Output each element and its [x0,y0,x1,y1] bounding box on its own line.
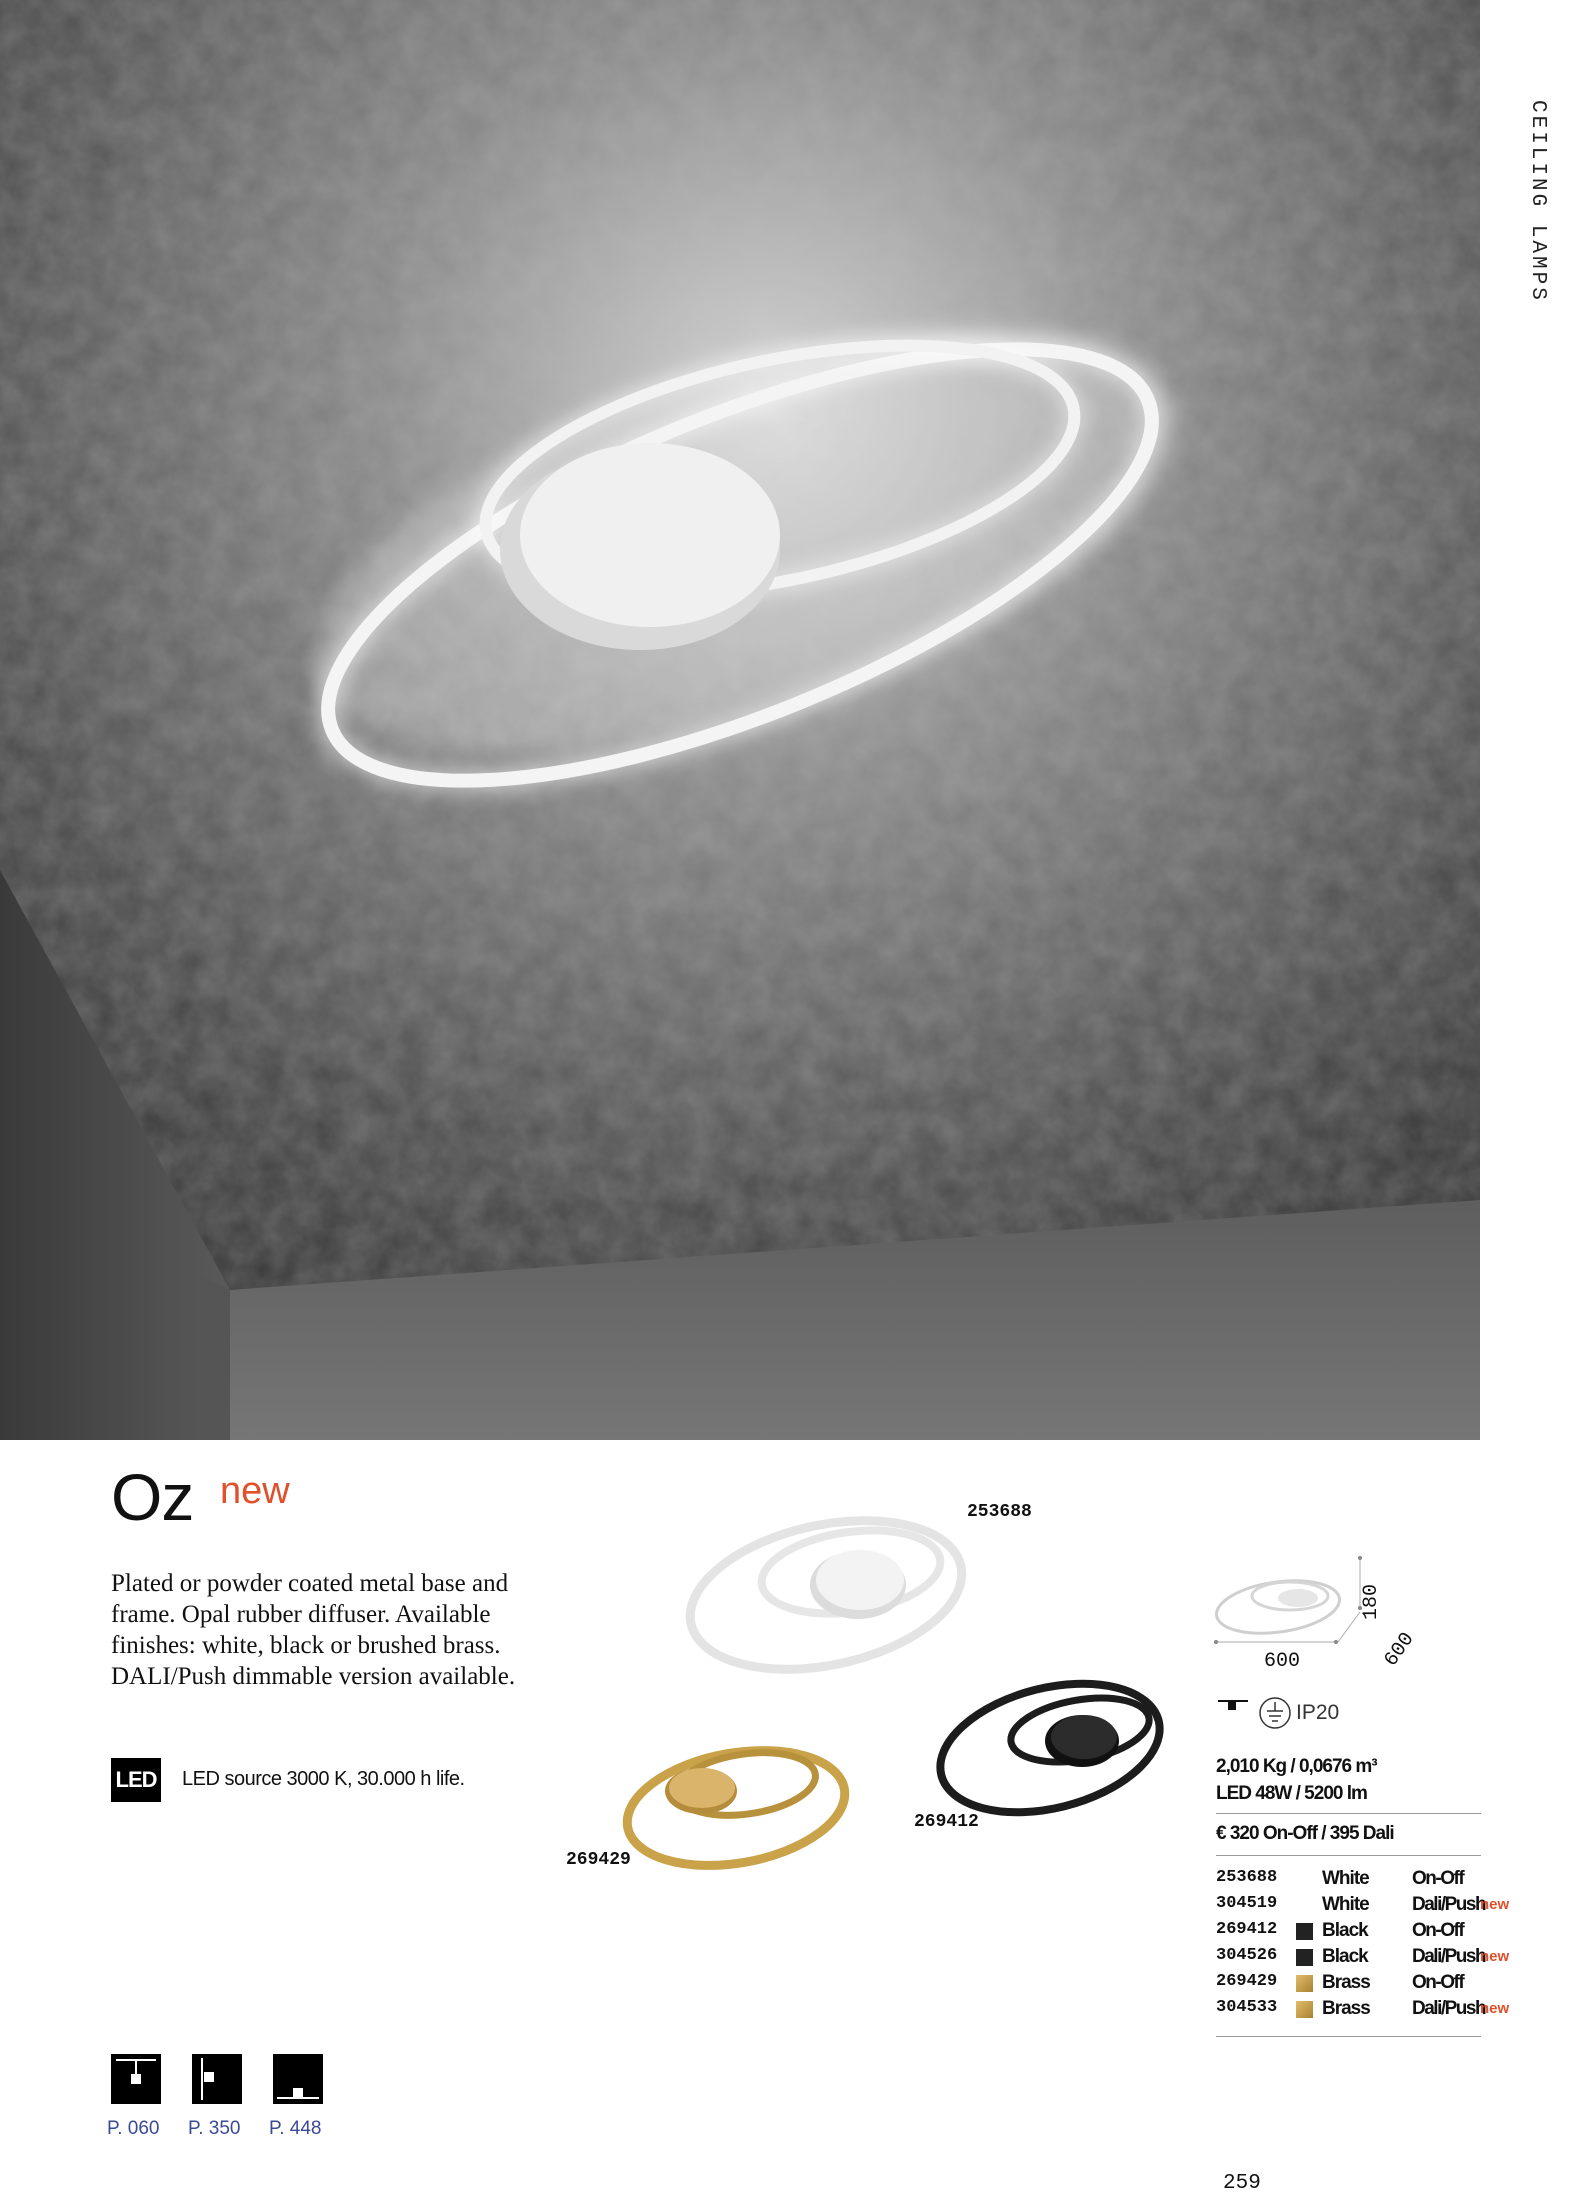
variant-type: Dali/Push [1412,1946,1486,1967]
table-row [1216,1970,1516,1996]
variant-finish: Black [1322,1920,1368,1941]
dimension-drawing [1208,1552,1368,1657]
divider [1216,2036,1481,2037]
floor-lamp-icon[interactable] [273,2054,323,2104]
variant-type: On-Off [1412,1868,1464,1889]
divider [1216,1813,1481,1814]
new-badge: new [1480,1948,1510,1965]
related-page-link[interactable]: P. 350 [188,2118,241,2139]
earth-ground-icon [1258,1696,1292,1730]
variant-finish: White [1322,1894,1369,1915]
finish-swatch [1296,1897,1313,1914]
product-image-brass [616,1726,856,1876]
product-description: Plated or powder coated metal base and frame. Opal rubber diffuser. Available finishes: white, black or brushed brass. DALI/Push dimmable version available. [111,1570,516,1690]
table-row [1216,1918,1516,1944]
finish-swatch [1296,1923,1313,1940]
table-row [1216,1944,1516,1970]
ceiling-mount-icon [1218,1696,1258,1730]
new-badge: new [220,1470,290,1512]
variant-type: On-Off [1412,1972,1464,1993]
variant-code: 304519 [1216,1894,1278,1913]
finish-swatch [1296,2001,1313,2018]
table-row [1216,1996,1516,2022]
pendant-lamp-icon[interactable] [111,2054,161,2104]
variant-code: 253688 [1216,1868,1278,1887]
related-page-link[interactable]: P. 448 [269,2118,322,2139]
variant-type: On-Off [1412,1920,1464,1941]
page-number: 259 [1223,2172,1261,2195]
table-row [1216,1866,1516,1892]
led-icon: LED [111,1758,161,1802]
variants-table [1216,1866,1516,2022]
weight-volume: 2,010 Kg / 0,0676 m³ [1216,1756,1377,1777]
lamp-outline-drawing [1208,1552,1368,1652]
dimension-width: 600 [1264,1650,1301,1673]
variant-code: 269412 [1216,1920,1278,1939]
ip-rating: IP20 [1296,1701,1340,1724]
finish-swatch [1296,1949,1313,1966]
finish-swatch [1296,1871,1313,1888]
table-row [1216,1892,1516,1918]
variant-finish: Brass [1322,1998,1370,2019]
product-code-label: 269429 [566,1850,631,1870]
divider [1216,1855,1481,1856]
finish-swatch [1296,1975,1313,1992]
new-badge: new [1480,1896,1510,1913]
section-label: CEILING LAMPS [1526,100,1549,303]
variant-type: Dali/Push [1412,1998,1486,2019]
dimension-depth: 600 [1380,1628,1420,1672]
product-image-white [676,1500,986,1680]
related-page-link[interactable]: P. 060 [107,2118,160,2139]
ip-rating-row [1218,1696,1339,1730]
variant-finish: White [1322,1868,1369,1889]
product-title: Oz [111,1460,194,1534]
variant-code: 304526 [1216,1946,1278,1965]
dimension-height: 180 [1360,1583,1383,1620]
variant-type: Dali/Push [1412,1894,1486,1915]
variant-code: 304533 [1216,1998,1278,2017]
power-output: LED 48W / 5200 lm [1216,1783,1367,1804]
product-image-black [930,1668,1190,1828]
wall-lamp-icon[interactable] [192,2054,242,2104]
product-code-label: 269412 [914,1812,979,1832]
new-badge: new [1480,2000,1510,2017]
price: € 320 On-Off / 395 Dali [1216,1823,1394,1844]
led-info: LED source 3000 K, 30.000 h life. [182,1768,465,1790]
variant-code: 269429 [1216,1972,1278,1991]
variant-finish: Brass [1322,1972,1370,1993]
product-code-label: 253688 [967,1502,1032,1522]
variant-finish: Black [1322,1946,1368,1967]
